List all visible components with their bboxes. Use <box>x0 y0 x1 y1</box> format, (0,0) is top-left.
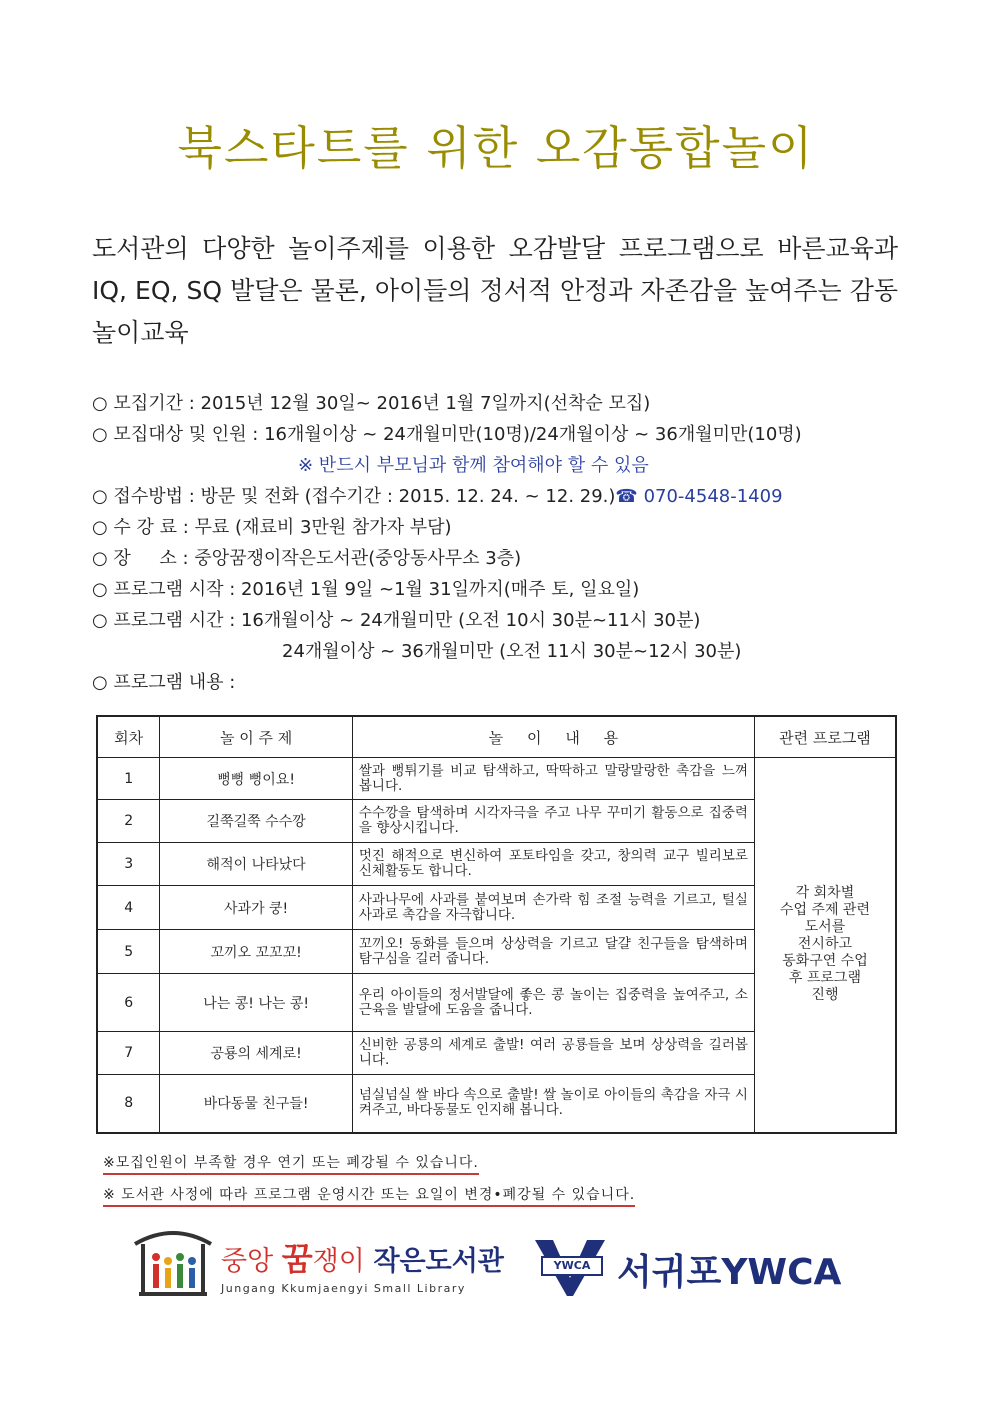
related-line: 각 회차별 <box>795 885 855 902</box>
related-line: 후 프로그램 <box>788 970 861 987</box>
session-number: 2 <box>97 800 160 843</box>
library-name-part: 중앙 <box>221 1246 274 1277</box>
session-topic: 공룡의 세계로! <box>160 1032 353 1075</box>
session-desc: 넘실넘실 쌀 바다 속으로 출발! 쌀 놀이로 아이들의 촉감을 자극 시켜주고, 바다동물도 인지해 봅니다. <box>352 1075 754 1133</box>
header-topic: 놀 이 주 제 <box>160 716 353 758</box>
warning-schedule-change: ※ 도서관 사정에 따라 프로그램 운영시간 또는 요일이 변경•폐강될 수 있습니다. <box>103 1184 635 1207</box>
session-desc: 멋진 해적으로 변신하여 포토타임을 갖고, 창의력 교구 빌리보로 신체활동도 합니다. <box>352 843 754 886</box>
session-number: 7 <box>97 1032 160 1075</box>
table-header-row <box>97 716 896 758</box>
info-list <box>92 388 912 698</box>
ywca-badge: YWCA <box>541 1256 603 1276</box>
library-name-part: 쟁이 <box>312 1246 365 1277</box>
program-table <box>96 715 897 1134</box>
session-desc: 수수깡을 탐색하며 시각자극을 주고 나무 꾸미기 활동으로 집중력을 향상시킵니다. <box>352 800 754 843</box>
related-line: 도서를 <box>804 919 846 936</box>
library-name-part: 꿈 <box>281 1240 313 1278</box>
session-number: 3 <box>97 843 160 886</box>
apply-method: ○ 접수방법 : 방문 및 전화 (접수기간 : 2015. 12. 24. ~ 12. 29.) <box>92 486 616 507</box>
program-start: ○ 프로그램 시작 : 2016년 1월 9일 ~1월 31일까지(매주 토, 일요일) <box>92 579 640 600</box>
library-name-part: 작은도서관 <box>373 1246 504 1277</box>
session-desc: 사과나무에 사과를 붙여보며 손가락 힘 조절 능력을 기르고, 털실 사과로 촉감을 자극합니다. <box>352 886 754 930</box>
session-desc: 꼬끼오! 동화를 들으며 상상력을 기르고 달걀 친구들을 탐색하며 탐구심을 길러 줍니다. <box>352 930 754 974</box>
apply-method-row <box>92 481 912 512</box>
session-number: 4 <box>97 886 160 930</box>
session-topic: 뻥뻥 뻥이요! <box>160 758 353 800</box>
ywca-name-ko: 서귀포 <box>617 1252 722 1293</box>
warning-cancel: ※모집인원이 부족할 경우 연기 또는 폐강될 수 있습니다. <box>103 1152 479 1175</box>
program-time-2: 24개월이상 ~ 36개월미만 (오전 11시 30분~12시 30분) <box>282 641 742 662</box>
session-desc: 신비한 공룡의 세계로 출발! 여러 공룡들을 보며 상상력을 길러봅니다. <box>352 1032 754 1075</box>
session-number: 1 <box>97 758 160 800</box>
ywca-name <box>617 1244 841 1295</box>
related-program-cell <box>754 758 896 1133</box>
phone-number: ☎ 070-4548-1409 <box>615 486 783 507</box>
related-line: 동화구연 수업 <box>782 953 868 970</box>
page-title: 북스타트를 위한 오감통합놀이 <box>177 121 815 175</box>
table-row <box>97 758 896 800</box>
program-content-label: ○ 프로그램 내용 : <box>92 672 236 693</box>
library-english-name: Jungang Kkumjaengyi Small Library <box>221 1282 466 1295</box>
session-topic: 길쭉길쭉 수수깡 <box>160 800 353 843</box>
session-topic: 해적이 나타났다 <box>160 843 353 886</box>
header-content: 놀 이 내 용 <box>352 716 754 758</box>
related-line: 수업 주제 관련 <box>779 902 870 919</box>
ywca-logo <box>535 1238 845 1298</box>
session-topic: 꼬끼오 꼬꼬꼬! <box>160 930 353 974</box>
place: ○ 장 소 : 중앙꿈쟁이작은도서관(중앙동사무소 3층) <box>92 548 522 569</box>
session-desc: 쌀과 뻥튀기를 비교 탐색하고, 딱딱하고 말랑말랑한 촉감을 느껴 봅니다. <box>352 758 754 800</box>
library-logo <box>133 1226 504 1302</box>
header-related: 관련 프로그램 <box>754 716 896 758</box>
header-session: 회차 <box>97 716 160 758</box>
ywca-name-en: YWCA <box>721 1252 842 1293</box>
parent-note: ※ 반드시 부모님과 함께 참여해야 할 수 있음 <box>298 455 649 476</box>
session-number: 6 <box>97 974 160 1032</box>
related-line: 진행 <box>811 987 839 1004</box>
related-line: 전시하고 <box>797 936 852 953</box>
fee: ○ 수 강 료 : 무료 (재료비 3만원 참가자 부담) <box>92 517 452 538</box>
session-number: 8 <box>97 1075 160 1133</box>
intro-paragraph: 도서관의 다양한 놀이주제를 이용한 오감발달 프로그램으로 바른교육과 IQ, EQ, SQ 발달은 물론, 아이들의 정서적 안정과 자존감을 높여주는 감동놀이교육 <box>92 234 898 347</box>
library-name <box>221 1234 504 1280</box>
session-topic: 나는 콩! 나는 콩! <box>160 974 353 1032</box>
session-topic: 바다동물 친구들! <box>160 1075 353 1133</box>
program-time-1: ○ 프로그램 시간 : 16개월이상 ~ 24개월미만 (오전 10시 30분~11시 30분) <box>92 610 701 631</box>
session-number: 5 <box>97 930 160 974</box>
recruit-period: ○ 모집기간 : 2015년 12월 30일~ 2016년 1월 7일까지(선착순 모집) <box>92 393 651 414</box>
session-desc: 우리 아이들의 정서발달에 좋은 콩 놀이는 집중력을 높여주고, 소근육을 발달에 도움을 줍니다. <box>352 974 754 1032</box>
session-topic: 사과가 쿵! <box>160 886 353 930</box>
recruit-target: ○ 모집대상 및 인원 : 16개월이상 ~ 24개월미만(10명)/24개월이상 ~ 36개월미만(10명) <box>92 424 802 445</box>
